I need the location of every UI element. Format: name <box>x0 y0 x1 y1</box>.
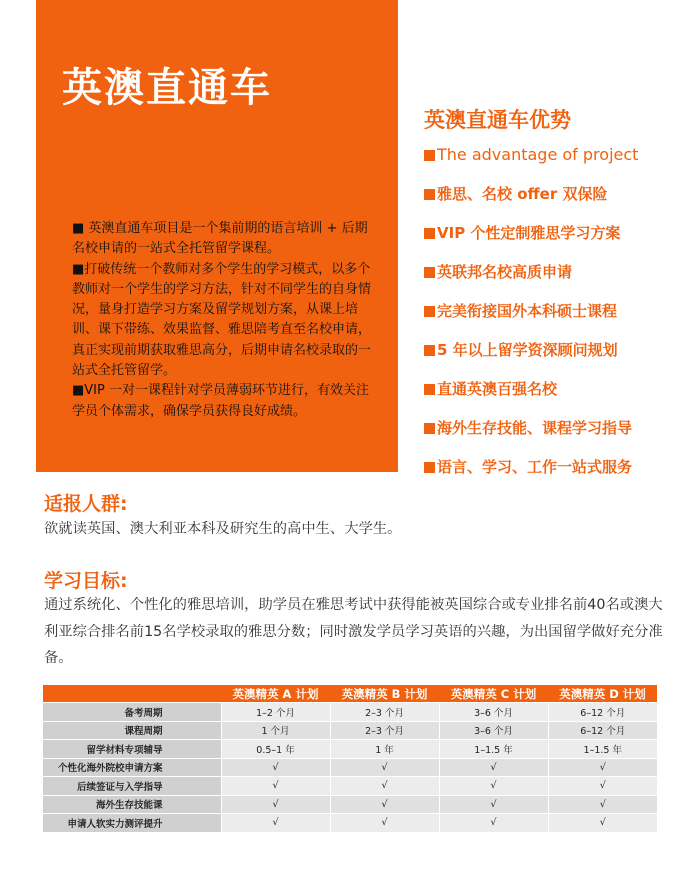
intro-paragraph: ■VIP 一对一课程针对学员薄弱环节进行，有效关注学员个体需求，确保学员获得良好成绩。 <box>72 383 369 419</box>
table-header-row <box>43 685 657 703</box>
advantage-item: 直通英澳百强名校 <box>424 379 638 418</box>
intro-paragraph: ■ 英澳直通车项目是一个集前期的语言培训 + 后期名校申请的一站式全托管留学课程。 <box>72 221 368 257</box>
row-label: 后续签证与入学指导 <box>43 777 221 796</box>
goal-text: 通过系统化、个性化的雅思培训，助学员在雅思考试中获得能被英国综合或专业排名前40名或澳大利亚综合排名前15名学校录取的雅思分数；同时激发学员学习英语的兴趣，为出国留学做好充分准备。 <box>44 597 663 666</box>
square-bullet-icon <box>424 384 435 395</box>
advantage-item: 英联邦名校高质申请 <box>424 262 638 301</box>
check-mark: √ <box>439 777 548 796</box>
table-cell: 3–6 个月 <box>439 703 548 722</box>
check-mark: √ <box>439 814 548 832</box>
table-row <box>43 740 657 759</box>
check-mark: √ <box>439 795 548 814</box>
square-bullet-icon <box>424 345 435 356</box>
row-label: 备考周期 <box>43 703 221 722</box>
plans-table <box>43 685 657 832</box>
row-label: 留学材料专项辅导 <box>43 740 221 759</box>
table-header-plan-a: 英澳精英 A 计划 <box>221 685 330 703</box>
table-header-plan-c: 英澳精英 C 计划 <box>439 685 548 703</box>
table-header-blank <box>43 685 221 703</box>
check-mark: √ <box>330 777 439 796</box>
square-bullet-icon <box>424 189 435 200</box>
advantage-item: The advantage of project <box>424 145 638 184</box>
table-cell: 2–3 个月 <box>330 703 439 722</box>
advantage-item: 完美衔接国外本科硕士课程 <box>424 301 638 340</box>
advantage-item: 雅思、名校 offer 双保险 <box>424 184 638 223</box>
table-cell: 0.5–1 年 <box>221 740 330 759</box>
square-bullet-icon <box>424 306 435 317</box>
square-bullet-icon <box>424 462 435 473</box>
table-cell: 2–3 个月 <box>330 721 439 740</box>
goal-title: 学习目标: <box>44 570 128 592</box>
advantage-item: 海外生存技能、课程学习指导 <box>424 418 638 457</box>
square-bullet-icon <box>424 228 435 239</box>
advantages-list <box>424 145 638 496</box>
check-mark: √ <box>439 758 548 777</box>
brand-title: 英澳直通车 <box>62 65 272 111</box>
intro-text <box>72 219 372 422</box>
advantage-item: 5 年以上留学资深顾问规划 <box>424 340 638 379</box>
table-row <box>43 777 657 796</box>
table-header-plan-d: 英澳精英 D 计划 <box>548 685 657 703</box>
table-header-plan-b: 英澳精英 B 计划 <box>330 685 439 703</box>
table-row <box>43 703 657 722</box>
check-mark: √ <box>548 795 657 814</box>
square-bullet-icon <box>424 423 435 434</box>
audience-title: 适报人群: <box>44 493 128 515</box>
table-cell: 1 年 <box>330 740 439 759</box>
table-cell: 6–12 个月 <box>548 721 657 740</box>
table-cell: 6–12 个月 <box>548 703 657 722</box>
advantage-item: VIP 个性定制雅思学习方案 <box>424 223 638 262</box>
table-cell: 3–6 个月 <box>439 721 548 740</box>
square-bullet-icon <box>424 150 435 161</box>
table-row <box>43 721 657 740</box>
row-label: 课程周期 <box>43 721 221 740</box>
check-mark: √ <box>330 814 439 832</box>
check-mark: √ <box>548 758 657 777</box>
row-label: 个性化海外院校申请方案 <box>43 758 221 777</box>
check-mark: √ <box>330 795 439 814</box>
audience-text: 欲就读英国、澳大利亚本科及研究生的高中生、大学生。 <box>44 521 402 537</box>
advantages-title: 英澳直通车优势 <box>424 108 571 132</box>
table-cell: 1–2 个月 <box>221 703 330 722</box>
row-label: 申请人软实力测评提升 <box>43 814 221 832</box>
table-row <box>43 795 657 814</box>
check-mark: √ <box>221 814 330 832</box>
check-mark: √ <box>221 758 330 777</box>
advantage-item: 语言、学习、工作一站式服务 <box>424 457 638 496</box>
table-row <box>43 758 657 777</box>
row-label: 海外生存技能课 <box>43 795 221 814</box>
intro-paragraph: ■打破传统一个教师对多个学生的学习模式，以多个教师对一个学生的学习方法，针对不同学生的自身情况，量身打造学习方案及留学规划方案，从课上培训、课下带练、效果监督、雅思陪考直至名校申请，真正实现前期获取雅思高分，后期申请名校录取的一站式全托管留学。 <box>72 261 372 379</box>
square-bullet-icon <box>424 267 435 278</box>
check-mark: √ <box>221 777 330 796</box>
table-cell: 1–1.5 年 <box>548 740 657 759</box>
table-cell: 1 个月 <box>221 721 330 740</box>
check-mark: √ <box>221 795 330 814</box>
table-cell: 1–1.5 年 <box>439 740 548 759</box>
check-mark: √ <box>330 758 439 777</box>
table-row <box>43 814 657 832</box>
check-mark: √ <box>548 814 657 832</box>
check-mark: √ <box>548 777 657 796</box>
